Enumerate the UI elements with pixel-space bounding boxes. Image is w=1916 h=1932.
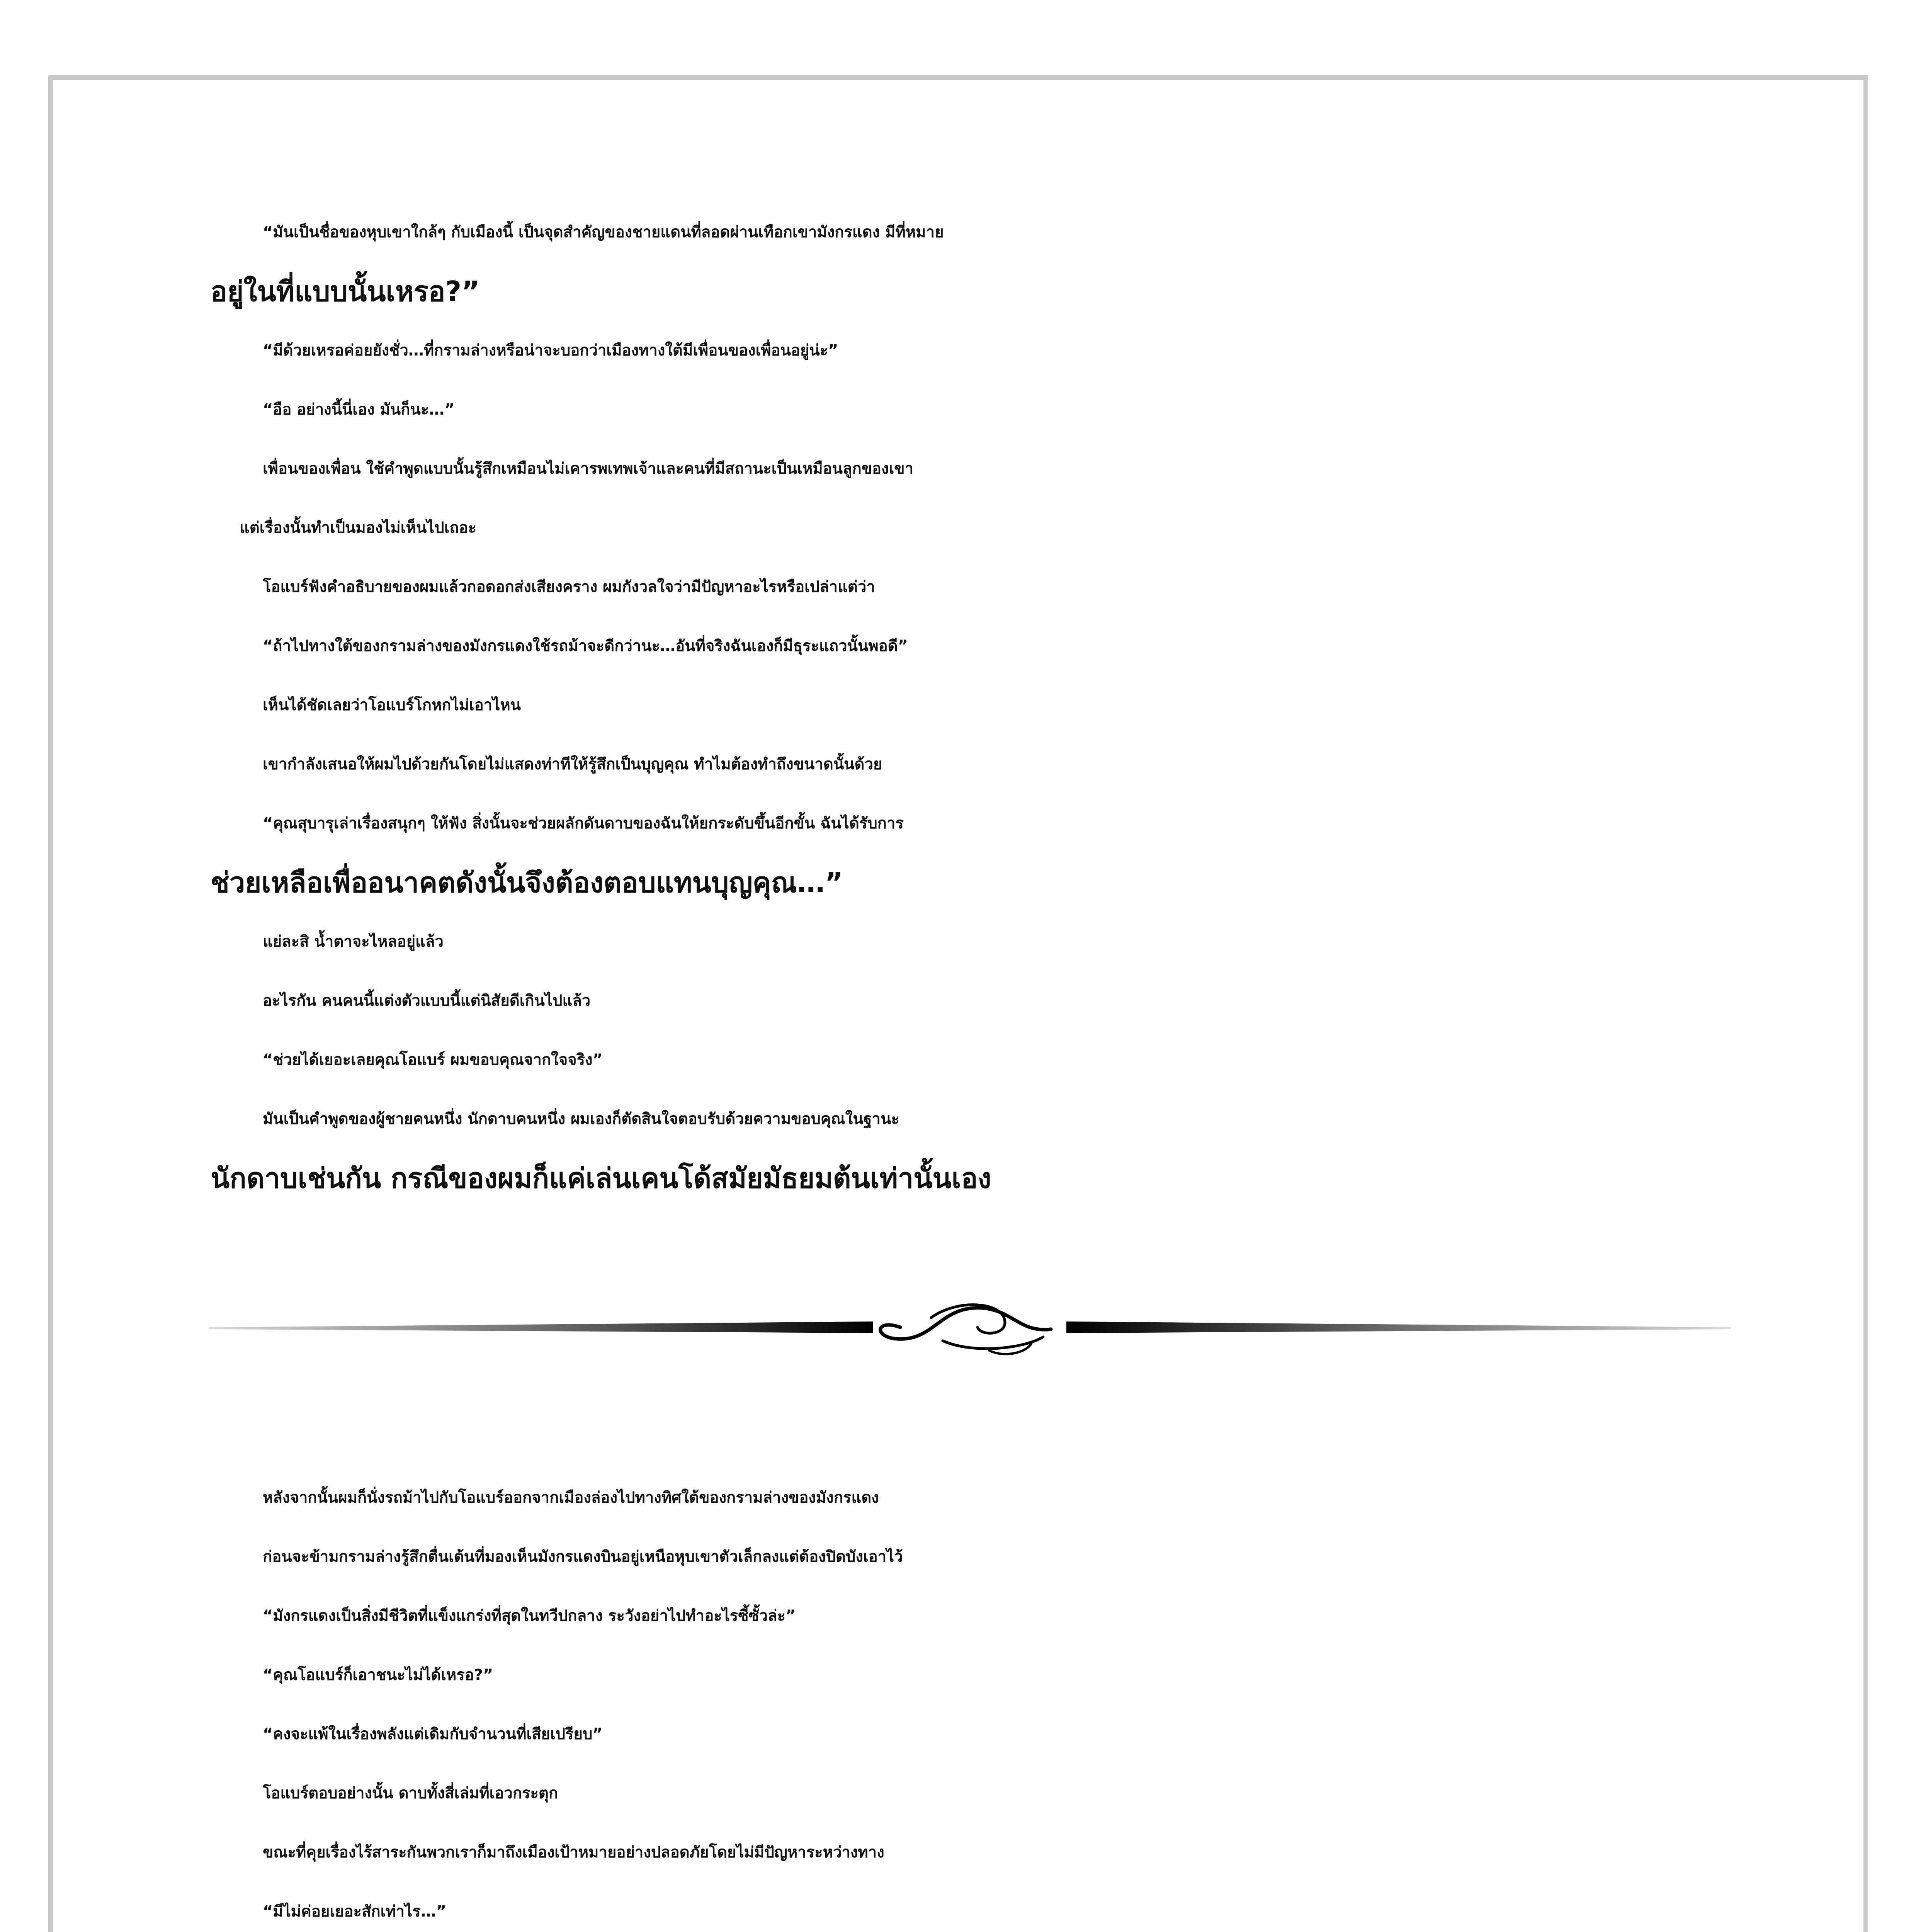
text-line: เขากำลังเสนอให้ผมไปด้วยกันโดยไม่แสดงท่าทีให้รู้สึกเป็นบุญคุณ ทำไมต้องทำถึงขนาดนั้นด้วย bbox=[263, 755, 882, 773]
text-line: อะไรกัน คนคนนี้แต่งตัวแบบนี้แต่นิสัยดีเกินไปแล้ว bbox=[263, 992, 591, 1010]
scroll-flourish-divider bbox=[209, 1291, 1731, 1368]
text-line: “คงจะแพ้ในเรื่องพลังแต่เดิมกับจำนวนที่เสียเปรียบ” bbox=[263, 1725, 603, 1743]
text-line: อยู่ในที่แบบนั้นเหรอ?” bbox=[211, 275, 480, 308]
text-line: โอแบร์ตอบอย่างนั้น ดาบทั้งสี่เล่มที่เอวกระตุก bbox=[263, 1784, 558, 1802]
text-line: เพื่อนของเพื่อน ใช้คำพูดแบบนั้นรู้สึกเหมือนไม่เคารพเทพเจ้าและคนที่มีสถานะเป็นเหมือนลูกของเขา bbox=[263, 460, 914, 478]
text-line: “คุณสุบารุเล่าเรื่องสนุกๆ ให้ฟัง สิ่งนั้นจะช่วยผลักดันดาบของฉันให้ยกระดับขึ้นอีกขั้น ฉันได้รับการ bbox=[263, 815, 904, 832]
text-line: หลังจากนั้นผมก็นั่งรถม้าไปกับโอแบร์ออกจากเมืองล่องไปทางทิศใต้ของกรามล่างของมังกรแดง bbox=[263, 1489, 879, 1507]
text-line: แต่เรื่องนั้นทำเป็นมองไม่เห็นไปเถอะ bbox=[240, 519, 477, 537]
text-line: “อือ อย่างนี้นี่เอง มันก็นะ…” bbox=[263, 401, 455, 418]
text-line: “มันเป็นชื่อของหุบเขาใกล้ๆ กับเมืองนี้ เป็นจุดสำคัญของชายแดนที่ลอดผ่านเทือกเขามังกรแดง มีที่หมาย bbox=[263, 223, 944, 241]
text-line: เห็นได้ชัดเลยว่าโอแบร์โกหกไม่เอาไหน bbox=[263, 696, 521, 714]
text-line: แย่ละสิ น้ำตาจะไหลอยู่แล้ว bbox=[263, 933, 444, 951]
text-line: “มังกรแดงเป็นสิ่งมีชีวิตที่แข็งแกร่งที่สุดในทวีปกลาง ระวังอย่าไปทำอะไรซี้ซั้วล่ะ” bbox=[263, 1607, 796, 1625]
text-line: มันเป็นคำพูดของผู้ชายคนหนึ่ง นักดาบคนหนึ่ง ผมเองก็ตัดสินใจตอบรับด้วยความขอบคุณในฐานะ bbox=[263, 1110, 899, 1128]
text-line: ก่อนจะข้ามกรามล่างรู้สึกตื่นเต้นที่มองเห็นมังกรแดงบินอยู่เหนือหุบเขาตัวเล็กลงแต่ต้องปิดบังเอาไว้ bbox=[263, 1548, 903, 1566]
text-line: “คุณโอแบร์ก็เอาชนะไม่ได้เหรอ?” bbox=[263, 1666, 493, 1684]
text-line: “ถ้าไปทางใต้ของกรามล่างของมังกรแดงใช้รถม้าจะดีกว่านะ…อันที่จริงฉันเองก็มีธุระแถวนั้นพอดี” bbox=[263, 637, 908, 655]
text-line: “มีไม่ค่อยเยอะสักเท่าไร…” bbox=[263, 1903, 446, 1920]
text-line: นักดาบเช่นกัน กรณีของผมก็แค่เล่นเคนโด้สมัยมัธยมต้นเท่านั้นเอง bbox=[211, 1162, 991, 1194]
text-line: “ช่วยได้เยอะเลยคุณโอแบร์ ผมขอบคุณจากใจจริง” bbox=[263, 1051, 603, 1069]
text-line: “มีด้วยเหรอค่อยยังชั่ว…ที่กรามล่างหรือน่าจะบอกว่าเมืองทางใต้มีเพื่อนของเพื่อนอยู่น่ะ” bbox=[263, 342, 838, 359]
text-line: ขณะที่คุยเรื่องไร้สาระกันพวกเราก็มาถึงเมืองเป้าหมายอย่างปลอดภัยโดยไม่มีปัญหาระหว่างทาง bbox=[263, 1844, 884, 1861]
text-line: โอแบร์ฟังคำอธิบายของผมแล้วกอดอกส่งเสียงคราง ผมกังวลใจว่ามีปัญหาอะไรหรือเปล่าแต่ว่า bbox=[263, 578, 875, 596]
text-line: ช่วยเหลือเพื่ออนาคตดังนั้นจึงต้องตอบแทนบุญคุณ…” bbox=[211, 866, 843, 899]
